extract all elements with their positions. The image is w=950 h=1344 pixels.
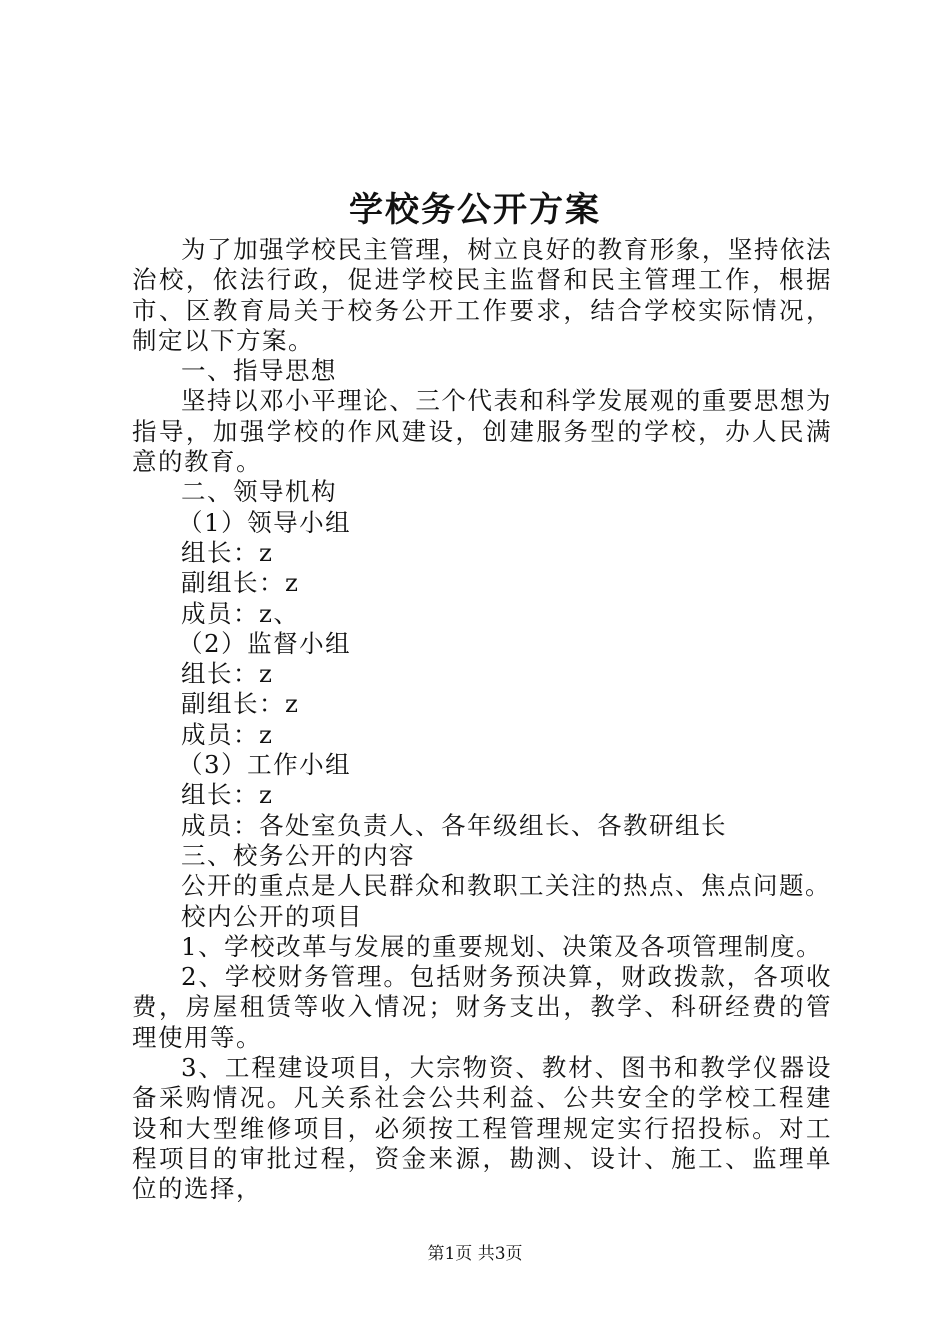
subheading-leading-group: （1）领导小组 xyxy=(178,507,352,537)
numbered-item-2: 2、学校财务管理。包括财务预决算，财政拨款，各项收费，房屋租赁等收入情况；财务支出，教学、科研经费的管理使用等。 xyxy=(132,962,832,1052)
heading-contents: 三、校务公开的内容 xyxy=(181,840,415,870)
numbered-item-3: 3、工程建设项目，大宗物资、教材、图书和教学仪器设备采购情况。凡关系社会公共利益、公共安全的学校工程建设和大型维修项目，必须按工程管理规定实行招投标。对工程项目的审批过程，资金来源，勘测、设计、施工、监理单位的选择， xyxy=(132,1053,832,1204)
paragraph-intro: 为了加强学校民主管理，树立良好的教育形象，坚持依法治校，依法行政，促进学校民主监督和民主管理工作，根据市、区教育局关于校务公开工作要求，结合学校实际情况，制定以下方案。 xyxy=(132,235,832,355)
page-footer: 第1页 共3页 xyxy=(427,1244,523,1264)
heading-guiding-thought: 一、指导思想 xyxy=(181,356,337,386)
heading-leadership: 二、领导机构 xyxy=(181,477,337,507)
subheading-work-group: （3）工作小组 xyxy=(178,750,352,780)
numbered-item-1: 1、学校改革与发展的重要规划、决策及各项管理制度。 xyxy=(181,931,823,961)
list-item: 成员：z xyxy=(181,719,274,749)
list-item: 副组长：z xyxy=(181,568,300,598)
list-item: 组长：z xyxy=(181,780,274,810)
document-body xyxy=(132,235,832,1205)
list-item: 组长：z xyxy=(181,659,274,689)
paragraph-guiding-thought: 坚持以邓小平理论、三个代表和科学发展观的重要思想为指导，加强学校的作风建设，创建服务型的学校，办人民满意的教育。 xyxy=(132,386,832,477)
list-item: 成员：各处室负责人、各年级组长、各教研组长 xyxy=(181,810,727,840)
list-item: 副组长：z xyxy=(181,689,300,719)
paragraph-focus: 公开的重点是人民群众和教职工关注的热点、焦点问题。 xyxy=(181,871,831,901)
document-title: 学校务公开方案 xyxy=(349,190,601,230)
list-item: 组长：z xyxy=(181,537,274,567)
list-item: 成员：z、 xyxy=(181,598,300,628)
subheading-supervision-group: （2）监督小组 xyxy=(178,628,352,658)
subheading-internal-items: 校内公开的项目 xyxy=(181,901,363,931)
